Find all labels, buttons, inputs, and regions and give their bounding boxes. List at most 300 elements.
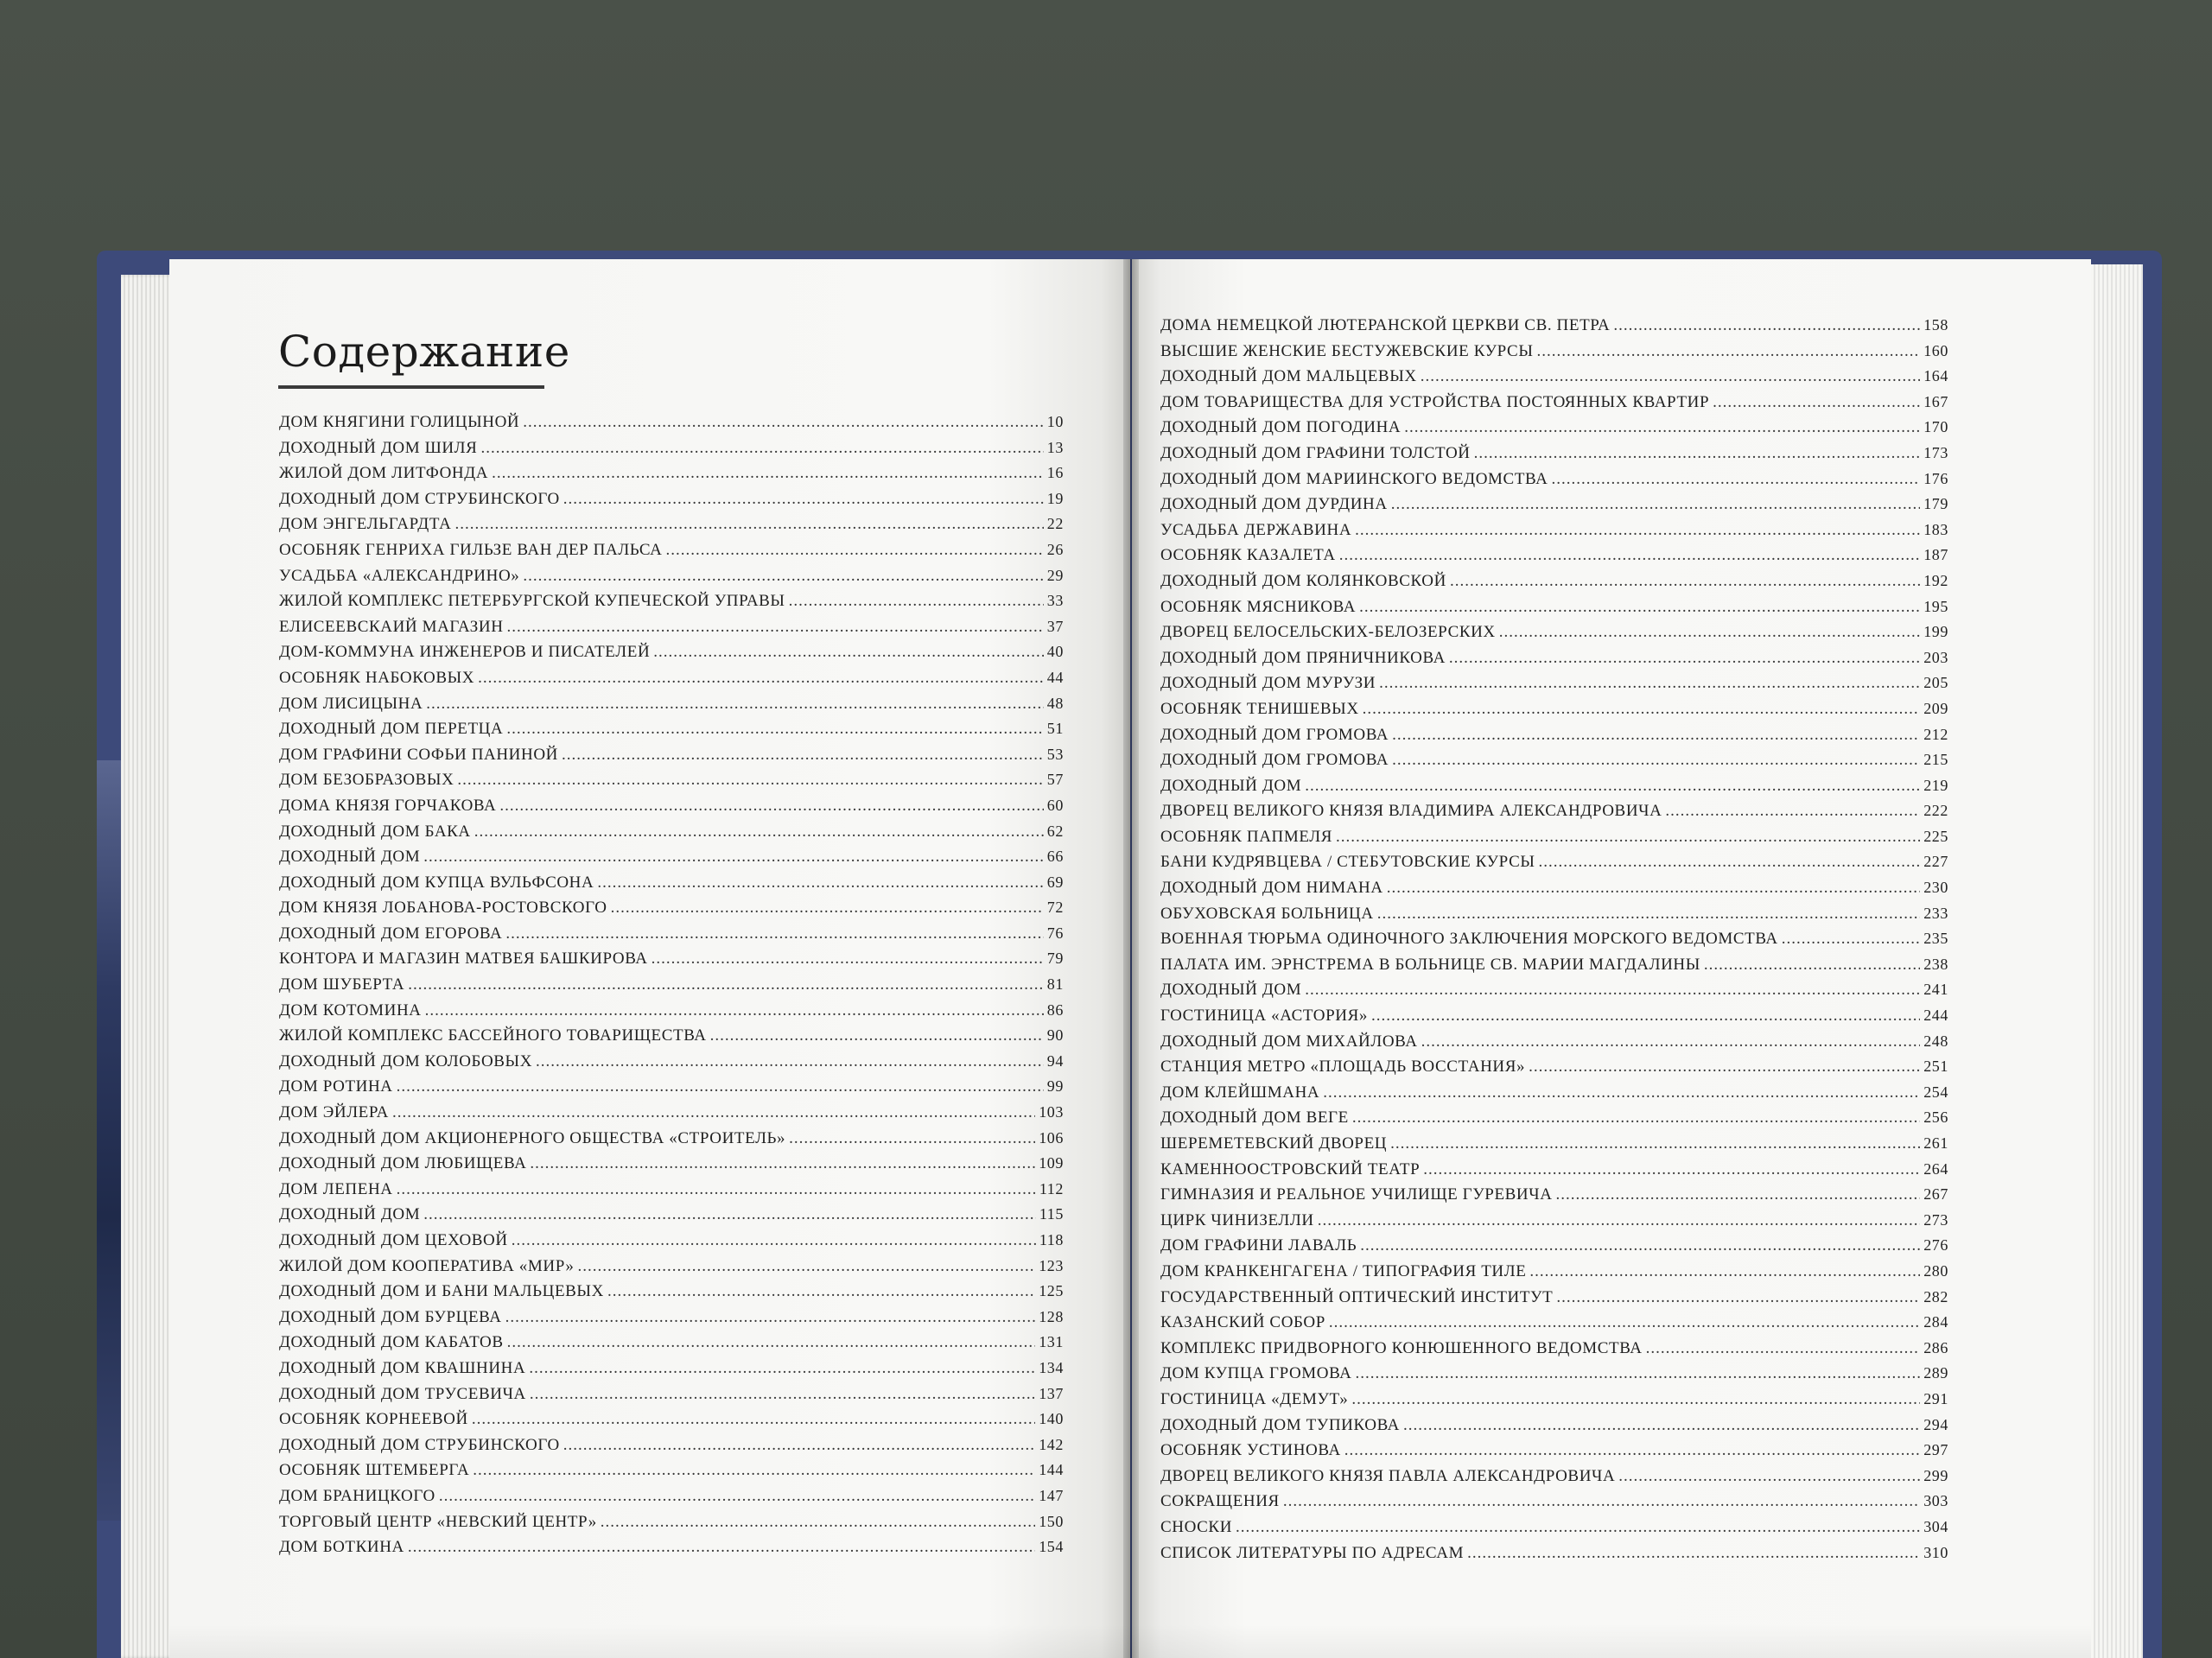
toc-page-number: 26 — [1046, 540, 1064, 558]
toc-page-number: 33 — [1046, 592, 1064, 610]
dot-leader — [1305, 773, 1920, 799]
toc-entry-title: ДОХОДНЫЙ ДОМ ТУПИКОВА — [1160, 1415, 1400, 1434]
dot-leader — [1379, 670, 1920, 696]
toc-entry — [1160, 1489, 1948, 1515]
toc-entry-title: ДОМ КЛЕЙШМАНА — [1160, 1083, 1320, 1102]
toc-page-number: 294 — [1923, 1415, 1948, 1433]
toc-entry-title: ВОЕННАЯ ТЮРЬМА ОДИНОЧНОГО ЗАКЛЮЧЕНИЯ МОРСКОГО ВЕДОМСТВА — [1160, 930, 1778, 949]
toc-page-number: 170 — [1923, 418, 1948, 436]
toc-entry — [279, 998, 1064, 1024]
toc-entry — [1160, 1336, 1948, 1362]
toc-entry — [1160, 1464, 1948, 1490]
toc-entry-title: ДОХОДНЫЙ ДОМ ДУРДИНА — [1160, 495, 1388, 514]
toc-page-number: 69 — [1046, 873, 1064, 891]
toc-page-number: 289 — [1923, 1364, 1948, 1382]
toc-entry — [1160, 518, 1948, 543]
toc-entry-title: ДОМ КНЯЗЯ ЛОБАНОВА-РОСТОВСКОГО — [279, 899, 607, 918]
toc-entry — [279, 946, 1064, 972]
dot-leader — [499, 793, 1043, 819]
page-edges-left — [121, 275, 175, 1658]
toc-entry-title: ДОХОДНЫЙ ДОМ МУРУЗИ — [1160, 674, 1376, 693]
toc-entry-title: ТОРГОВЫЙ ЦЕНТР «НЕВСКИЙ ЦЕНТР» — [279, 1512, 597, 1531]
dot-leader — [1363, 696, 1921, 722]
dot-leader — [1449, 645, 1920, 671]
toc-entry-title: ДОХОДНЫЙ ДОМ — [279, 1205, 421, 1224]
toc-page-number: 160 — [1923, 341, 1948, 359]
dot-leader — [652, 946, 1044, 972]
toc-page-number: 134 — [1039, 1358, 1064, 1376]
toc-entry-title: ОСОБНЯК УСТИНОВА — [1160, 1441, 1341, 1460]
toc-entry-title: КОНТОРА И МАГАЗИН МАТВЕЯ БАШКИРОВА — [279, 950, 648, 969]
dot-leader — [507, 1330, 1036, 1356]
toc-entry-title: ДОХОДНЫЙ ДОМ НИМАНА — [1160, 879, 1383, 898]
dot-leader — [1529, 1054, 1920, 1080]
toc-entry-title: ДОМ ТОВАРИЩЕСТВА ДЛЯ УСТРОЙСТВА ПОСТОЯННЫХ КВАРТИР — [1160, 392, 1710, 411]
toc-entry-title: ВЫСШИЕ ЖЕНСКИЕ БЕСТУЖЕВСКИЕ КУРСЫ — [1160, 341, 1534, 360]
toc-page-number: 158 — [1923, 316, 1948, 334]
toc-page-number: 57 — [1046, 771, 1064, 789]
toc-entry-title: ЖИЛОЙ ДОМ КООПЕРАТИВА «МИР» — [279, 1256, 575, 1275]
toc-entry — [1160, 364, 1948, 390]
toc-entry-title: ДОМ ЭНГЕЛЬГАРДТА — [279, 515, 452, 534]
dot-leader — [1423, 1157, 1920, 1183]
toc-page-number: 264 — [1923, 1159, 1948, 1178]
toc-page-number: 131 — [1039, 1333, 1064, 1351]
toc-entry-title: ПАЛАТА ИМ. ЭРНСТРЕМА В БОЛЬНИЦЕ СВ. МАРИИ МАГДАЛИНЫ — [1160, 955, 1700, 974]
toc-entry — [1160, 594, 1948, 620]
toc-entry — [279, 1356, 1064, 1382]
toc-entry — [279, 1126, 1064, 1152]
toc-page-number: 310 — [1923, 1543, 1948, 1561]
toc-page-number: 60 — [1046, 796, 1064, 814]
dot-leader — [611, 895, 1044, 921]
toc-entry — [279, 1432, 1064, 1458]
toc-page-number: 183 — [1923, 520, 1948, 538]
dot-leader — [1551, 467, 1920, 492]
toc-entry — [279, 410, 1064, 435]
toc-entry — [279, 1023, 1064, 1049]
toc-entry-title: ОСОБНЯК МЯСНИКОВА — [1160, 597, 1357, 616]
dot-leader — [1391, 492, 1921, 518]
toc-entry-title: ДОМ КОТОМИНА — [279, 1001, 422, 1020]
toc-entry-title: ОСОБНЯК ГЕНРИХА ГИЛЬЗЕ ВАН ДЕР ПАЛЬСА — [279, 540, 663, 559]
toc-entry-title: ДОХОДНЫЙ ДОМ ВЕГЕ — [1160, 1109, 1349, 1128]
toc-left-column — [279, 410, 1064, 1560]
toc-page-number: 227 — [1923, 853, 1948, 871]
toc-entry — [1160, 441, 1948, 467]
toc-entry-title: ДОХОДНЫЙ ДОМ МИХАЙЛОВА — [1160, 1032, 1418, 1051]
dot-leader — [1403, 1413, 1920, 1439]
dot-leader — [1305, 977, 1920, 1003]
toc-page-number: 187 — [1923, 546, 1948, 564]
dot-leader — [1336, 824, 1920, 850]
toc-entry — [1160, 1182, 1948, 1208]
toc-entry-title: ДОХОДНЫЙ ДОМ ГРАФИНИ ТОЛСТОЙ — [1160, 443, 1471, 462]
toc-page-number: 123 — [1039, 1256, 1064, 1274]
toc-entry-title: КАЗАНСКИЙ СОБОР — [1160, 1313, 1325, 1332]
toc-page-number: 256 — [1923, 1109, 1948, 1127]
toc-page-number: 167 — [1923, 392, 1948, 410]
toc-entry-title: ГИМНАЗИЯ И РЕАЛЬНОЕ УЧИЛИЩЕ ГУРЕВИЧА — [1160, 1185, 1553, 1204]
toc-page-number: 13 — [1046, 438, 1064, 456]
toc-entry-title: ДОМ-КОММУНА ИНЖЕНЕРОВ И ПИСАТЕЛЕЙ — [279, 643, 651, 662]
toc-entry — [279, 1305, 1064, 1331]
toc-page-number: 280 — [1923, 1261, 1948, 1280]
toc-entry-title: ЕЛИСЕЕВСКАИЙ МАГАЗИН — [279, 617, 504, 636]
toc-page-number: 29 — [1046, 566, 1064, 584]
bottom-shadow — [169, 1624, 2091, 1658]
toc-entry-title: ДВОРЕЦ ВЕЛИКОГО КНЯЗЯ ПАВЛА АЛЕКСАНДРОВИЧА — [1160, 1466, 1616, 1485]
toc-entry — [1160, 696, 1948, 722]
toc-page-number: 115 — [1039, 1205, 1064, 1223]
dot-leader — [507, 614, 1044, 640]
dot-leader — [1421, 364, 1921, 390]
toc-entry-title: ДОХОДНЫЙ ДОМ АКЦИОНЕРНОГО ОБЩЕСТВА «СТРОИТЕЛЬ» — [279, 1128, 786, 1147]
toc-entry — [279, 1407, 1064, 1432]
toc-entry-title: ДОМ БРАНИЦКОГО — [279, 1486, 435, 1505]
toc-page-number: 62 — [1046, 822, 1064, 840]
toc-page-number: 215 — [1923, 751, 1948, 769]
dot-leader — [563, 1432, 1035, 1458]
dot-leader — [473, 1458, 1035, 1483]
toc-entry-title: ДОМ ГРАФИНИ СОФЬИ ПАНИНОЙ — [279, 745, 558, 764]
dot-leader — [1421, 1029, 1921, 1055]
toc-page-number: 128 — [1039, 1307, 1064, 1325]
toc-page-number: 203 — [1923, 648, 1948, 666]
toc-page-number: 251 — [1923, 1058, 1948, 1076]
toc-page-number: 297 — [1923, 1441, 1948, 1459]
toc-entry — [279, 563, 1064, 589]
dot-leader — [1782, 926, 1920, 952]
toc-page-number: 225 — [1923, 827, 1948, 845]
toc-entry-title: ДОМА НЕМЕЦКОЙ ЛЮТЕРАНСКОЙ ЦЕРКВИ СВ. ПЕТРА — [1160, 316, 1611, 334]
toc-entry-title: ДОХОДНЫЙ ДОМ ПЕРЕТЦА — [279, 720, 504, 739]
toc-entry — [1160, 1285, 1948, 1311]
toc-entry-title: ДВОРЕЦ ВЕЛИКОГО КНЯЗЯ ВЛАДИМИРА АЛЕКСАНДРОВИЧА — [1160, 802, 1662, 821]
toc-entry — [279, 1074, 1064, 1100]
toc-page-number: 90 — [1046, 1026, 1064, 1045]
toc-page-number: 44 — [1046, 668, 1064, 686]
toc-page-number: 303 — [1923, 1492, 1948, 1510]
toc-page-number: 219 — [1923, 776, 1948, 794]
toc-page-number: 103 — [1039, 1103, 1064, 1121]
dot-leader — [439, 1483, 1035, 1509]
toc-entry — [1160, 773, 1948, 799]
dot-leader — [577, 1254, 1035, 1280]
toc-entry — [1160, 339, 1948, 365]
dot-leader — [601, 1509, 1035, 1535]
toc-page-number: 72 — [1046, 899, 1064, 917]
toc-entry-title: ДОМ ШУБЕРТА — [279, 975, 405, 994]
dot-leader — [408, 972, 1044, 998]
toc-entry — [279, 1458, 1064, 1483]
toc-page-number: 16 — [1046, 464, 1064, 482]
toc-entry-title: ОСОБНЯК ТЕНИШЕВЫХ — [1160, 699, 1359, 718]
toc-entry — [1160, 952, 1948, 978]
dot-leader — [1646, 1336, 1921, 1362]
dot-leader — [1359, 594, 1920, 620]
toc-entry-title: КАМЕННООСТРОВСКИЙ ТЕАТР — [1160, 1159, 1421, 1178]
dot-leader — [492, 461, 1044, 486]
toc-entry — [279, 972, 1064, 998]
toc-page-number: 179 — [1923, 495, 1948, 513]
toc-entry-title: ДОХОДНЫЙ ДОМ КОЛОБОВЫХ — [279, 1051, 533, 1070]
toc-page-number: 209 — [1923, 699, 1948, 717]
dot-leader — [1371, 1003, 1920, 1029]
dot-leader — [408, 1534, 1035, 1560]
toc-entry-title: ДОМ КНЯГИНИ ГОЛИЦЫНОЙ — [279, 413, 520, 431]
toc-entry-title: ОБУХОВСКАЯ БОЛЬНИЦА — [1160, 904, 1374, 923]
toc-entry — [1160, 467, 1948, 492]
dot-leader — [1360, 1233, 1920, 1259]
dot-leader — [1499, 619, 1920, 645]
toc-page-number: 137 — [1039, 1384, 1064, 1402]
dot-leader — [597, 870, 1043, 896]
dot-leader — [1713, 390, 1920, 416]
dot-leader — [1529, 1259, 1920, 1285]
toc-page-number: 99 — [1046, 1077, 1064, 1096]
toc-page-number: 273 — [1923, 1210, 1948, 1229]
toc-entry — [279, 537, 1064, 563]
toc-entry — [279, 844, 1064, 870]
toc-page-number: 37 — [1046, 617, 1064, 635]
toc-page-number: 282 — [1923, 1287, 1948, 1305]
toc-page-number: 86 — [1046, 1001, 1064, 1019]
toc-page-number: 267 — [1923, 1185, 1948, 1204]
toc-entry-title: ШЕРЕМЕТЕВСКИЙ ДВОРЕЦ — [1160, 1134, 1388, 1153]
toc-page-number: 109 — [1039, 1154, 1064, 1172]
dot-leader — [789, 1126, 1035, 1152]
toc-page-number: 48 — [1046, 694, 1064, 712]
toc-entry — [279, 1177, 1064, 1203]
toc-entry — [279, 665, 1064, 691]
dot-leader — [1329, 1310, 1920, 1336]
toc-entry-title: ДОМ БЕЗОБРАЗОВЫХ — [279, 771, 454, 790]
toc-entry — [1160, 824, 1948, 850]
toc-page-number: 212 — [1923, 725, 1948, 743]
toc-entry-title: ДОМ БОТКИНА — [279, 1538, 404, 1557]
toc-entry — [279, 1202, 1064, 1228]
dot-leader — [523, 563, 1043, 589]
toc-entry — [1160, 1131, 1948, 1157]
toc-entry-title: ГОСТИНИЦА «ДЕМУТ» — [1160, 1389, 1349, 1408]
dot-leader — [1665, 798, 1920, 824]
toc-entry-title: СОКРАЩЕНИЯ — [1160, 1492, 1280, 1511]
dot-leader — [536, 1049, 1044, 1075]
toc-entry-title: ДОХОДНЫЙ ДОМ КАБАТОВ — [279, 1333, 504, 1352]
toc-entry — [279, 1534, 1064, 1560]
toc-entry-title: ДОХОДНЫЙ ДОМ ГРОМОВА — [1160, 725, 1389, 744]
toc-entry — [1160, 645, 1948, 671]
toc-page-number: 51 — [1046, 720, 1064, 738]
toc-entry — [1160, 1003, 1948, 1029]
dot-leader — [1618, 1464, 1920, 1490]
toc-entry — [1160, 875, 1948, 901]
toc-entry — [1160, 747, 1948, 773]
toc-entry — [279, 639, 1064, 665]
book-gutter — [1123, 259, 1139, 1658]
toc-page-number: 222 — [1923, 802, 1948, 820]
dot-leader — [512, 1228, 1036, 1254]
toc-page-number: 276 — [1923, 1236, 1948, 1255]
toc-entry — [279, 1279, 1064, 1305]
toc-entry-title: ОСОБНЯК КАЗАЛЕТА — [1160, 546, 1336, 565]
toc-page-number: 291 — [1923, 1389, 1948, 1407]
dot-leader — [607, 1279, 1035, 1305]
toc-entry-title: ДОХОДНЫЙ ДОМ — [1160, 776, 1302, 795]
dot-leader — [1387, 875, 1921, 901]
toc-page-number: 79 — [1046, 950, 1064, 968]
toc-page-number: 66 — [1046, 848, 1064, 866]
dot-leader — [1450, 569, 1920, 594]
toc-page-number: 22 — [1046, 515, 1064, 533]
toc-entry — [279, 1509, 1064, 1535]
toc-page-number: 125 — [1039, 1282, 1064, 1300]
toc-entry-title: ДОХОДНЫЙ ДОМ И БАНИ МАЛЬЦЕВЫХ — [279, 1282, 604, 1301]
toc-page-number: 284 — [1923, 1313, 1948, 1331]
dot-leader — [505, 921, 1043, 947]
dot-leader — [1613, 313, 1920, 339]
toc-entry-title: ГОСТИНИЦА «АСТОРИЯ» — [1160, 1007, 1368, 1026]
toc-page-number: 142 — [1039, 1435, 1064, 1453]
toc-page-number: 299 — [1923, 1466, 1948, 1484]
toc-page-number: 40 — [1046, 643, 1064, 661]
dot-leader — [1283, 1489, 1920, 1515]
toc-page-number: 106 — [1039, 1128, 1064, 1147]
toc-entry-title: ДОХОДНЫЙ ДОМ БУРЦЕВА — [279, 1307, 502, 1326]
toc-entry-title: ДОХОДНЫЙ ДОМ ЕГОРОВА — [279, 924, 503, 943]
dot-leader — [1404, 415, 1920, 441]
toc-page-number: 176 — [1923, 469, 1948, 487]
toc-page-number: 10 — [1046, 413, 1064, 430]
toc-entry-title: ДОХОДНЫЙ ДОМ СТРУБИНСКОГО — [279, 489, 560, 508]
toc-entry — [1160, 798, 1948, 824]
toc-entry-title: ДОХОДНЫЙ ДОМ ШИЛЯ — [279, 438, 478, 457]
toc-entry — [279, 1228, 1064, 1254]
toc-entry — [1160, 1080, 1948, 1106]
toc-page-number: 205 — [1923, 674, 1948, 692]
toc-entry — [279, 870, 1064, 896]
toc-entry — [1160, 926, 1948, 952]
toc-entry — [1160, 1310, 1948, 1336]
toc-entry — [279, 819, 1064, 845]
dot-leader — [423, 844, 1044, 870]
toc-entry — [1160, 1413, 1948, 1439]
toc-entry-title: УСАДЬБА «АЛЕКСАНДРИНО» — [279, 566, 520, 585]
dot-leader — [530, 1151, 1035, 1177]
toc-entry-title: ДОХОДНЫЙ ДОМ ПОГОДИНА — [1160, 418, 1402, 437]
toc-entry-title: ДОХОДНЫЙ ДОМ МАРИИНСКОГО ВЕДОМСТВА — [1160, 469, 1548, 488]
toc-page-number: 241 — [1923, 981, 1948, 999]
dot-leader — [1539, 849, 1921, 875]
dot-leader — [1318, 1208, 1920, 1234]
toc-entry — [279, 767, 1064, 793]
toc-entry-title: ДОХОДНЫЙ ДОМ СТРУБИНСКОГО — [279, 1435, 560, 1454]
dot-leader — [1356, 1361, 1921, 1387]
toc-entry — [279, 1049, 1064, 1075]
toc-entry — [279, 1483, 1064, 1509]
dot-leader — [472, 1407, 1035, 1432]
dot-leader — [425, 998, 1044, 1024]
toc-entry — [279, 691, 1064, 717]
dot-leader — [1556, 1285, 1920, 1311]
toc-page-number: 192 — [1923, 571, 1948, 589]
toc-page-number: 140 — [1039, 1410, 1064, 1428]
toc-entry — [1160, 1054, 1948, 1080]
toc-entry-title: ЖИЛОЙ КОМПЛЕКС ПЕТЕРБУРГСКОЙ КУПЕЧЕСКОЙ УПРАВЫ — [279, 592, 785, 611]
toc-page-number: 112 — [1039, 1179, 1064, 1197]
toc-entry — [1160, 1438, 1948, 1464]
toc-entry — [1160, 1157, 1948, 1183]
toc-entry — [1160, 1233, 1948, 1259]
dot-leader — [457, 767, 1043, 793]
toc-entry-title: ГОСУДАРСТВЕННЫЙ ОПТИЧЕСКИЙ ИНСТИТУТ — [1160, 1287, 1554, 1306]
toc-entry — [1160, 619, 1948, 645]
toc-entry — [1160, 390, 1948, 416]
page-title: Содержание — [278, 327, 570, 377]
dot-leader — [1392, 747, 1920, 773]
dot-leader — [480, 435, 1043, 461]
toc-entry-title: ДОХОДНЫЙ ДОМ КВАШНИНА — [279, 1358, 526, 1377]
toc-page-number: 248 — [1923, 1032, 1948, 1050]
toc-entry — [279, 1100, 1064, 1126]
toc-entry-title: ЦИРК ЧИНИЗЕЛЛИ — [1160, 1210, 1314, 1229]
toc-page-number: 19 — [1046, 489, 1064, 507]
toc-entry-title: ДОМ ЛЕПЕНА — [279, 1179, 393, 1198]
dot-leader — [505, 1305, 1036, 1331]
dot-leader — [1344, 1438, 1920, 1464]
toc-page-number: 235 — [1923, 930, 1948, 948]
dot-leader — [1377, 901, 1920, 927]
toc-entry — [1160, 1105, 1948, 1131]
toc-entry-title: ДВОРЕЦ БЕЛОСЕЛЬСКИХ-БЕЛОЗЕРСКИХ — [1160, 623, 1496, 642]
dot-leader — [426, 691, 1044, 717]
dot-leader — [478, 665, 1044, 691]
dot-leader — [392, 1100, 1035, 1126]
dot-leader — [506, 716, 1043, 742]
toc-page-number: 173 — [1923, 443, 1948, 461]
dot-leader — [397, 1074, 1044, 1100]
dot-leader — [529, 1356, 1035, 1382]
toc-entry-title: ДОХОДНЫЙ ДОМ КОЛЯНКОВСКОЙ — [1160, 571, 1446, 590]
dot-leader — [1392, 722, 1920, 748]
dot-leader — [474, 819, 1044, 845]
toc-entry — [279, 486, 1064, 512]
toc-entry — [279, 1151, 1064, 1177]
toc-entry — [279, 588, 1064, 614]
toc-entry — [279, 461, 1064, 486]
toc-page-number: 238 — [1923, 955, 1948, 973]
toc-entry — [1160, 1515, 1948, 1540]
toc-page-number: 244 — [1923, 1007, 1948, 1025]
toc-entry-title: СНОСКИ — [1160, 1517, 1233, 1536]
dot-leader — [562, 742, 1044, 768]
dot-leader — [1355, 518, 1920, 543]
toc-right-column — [1160, 313, 1948, 1566]
toc-entry-title: ОСОБНЯК НАБОКОВЫХ — [279, 668, 475, 687]
toc-entry — [1160, 1540, 1948, 1566]
toc-entry-title: ДОМ ЛИСИЦЫНА — [279, 694, 423, 713]
toc-page-number: 154 — [1039, 1538, 1064, 1556]
dot-leader — [1351, 1387, 1920, 1413]
toc-entry — [1160, 670, 1948, 696]
toc-entry-title: ДОХОДНЫЙ ДОМ ПРЯНИЧНИКОВА — [1160, 648, 1446, 667]
toc-page-number: 150 — [1039, 1512, 1064, 1530]
dot-leader — [454, 511, 1043, 537]
title-underline — [278, 385, 544, 389]
toc-entry-title: ДОХОДНЫЙ ДОМ — [1160, 981, 1302, 1000]
toc-entry-title: ДОХОДНЫЙ ДОМ ЛЮБИЩЕВА — [279, 1154, 527, 1173]
